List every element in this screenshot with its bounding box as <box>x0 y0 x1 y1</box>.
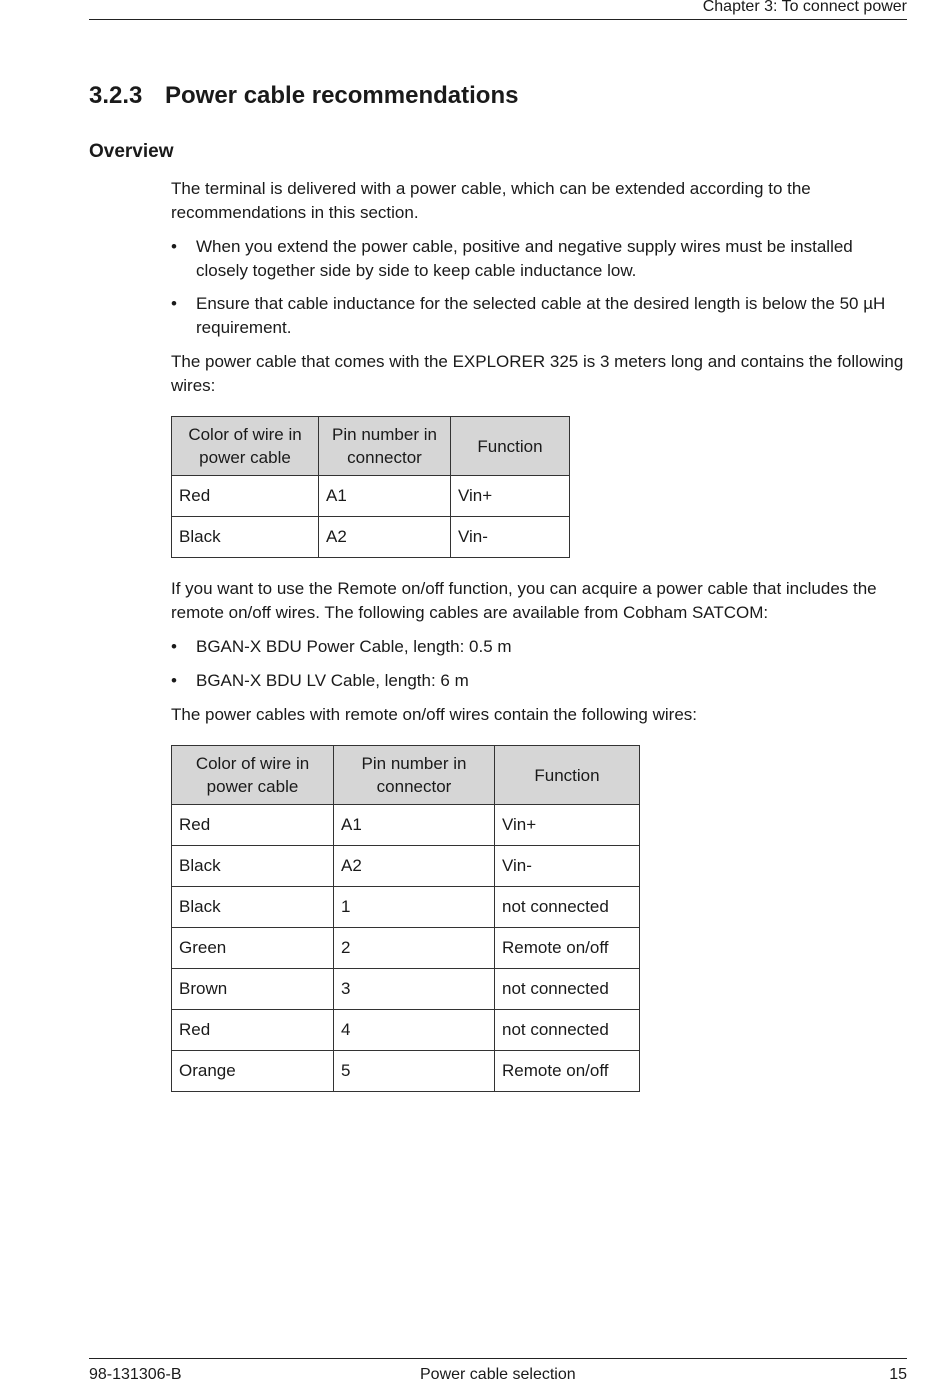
section-number: 3.2.3 <box>89 82 143 109</box>
table-cell: Red <box>172 1010 334 1051</box>
bullet-text: BGAN-X BDU Power Cable, length: 0.5 m <box>196 637 512 656</box>
table-cell: Black <box>172 846 334 887</box>
column-header: Pin number in connector <box>334 746 495 805</box>
bullet-text: When you extend the power cable, positive and negative supply wires must be installed closely together side by side to keep cable inductance low. <box>196 237 853 280</box>
table-row <box>172 1010 640 1051</box>
overview-heading: Overview <box>89 141 174 162</box>
header-rule <box>89 19 907 20</box>
table-cell: not connected <box>495 1010 640 1051</box>
remote-description: If you want to use the Remote on/off function, you can acquire a power cable that includes the remote on/off wires. The following cables are available from Cobham SATCOM: <box>171 579 877 622</box>
bullet-text: BGAN-X BDU LV Cable, length: 6 m <box>196 670 469 690</box>
bullet-icon: • <box>171 237 177 256</box>
header-chapter: Chapter 3: To connect power <box>702 0 907 15</box>
table-row <box>172 805 640 846</box>
table-header-row <box>172 417 570 476</box>
section-heading <box>89 82 518 110</box>
table-cell: 1 <box>334 887 495 928</box>
footer-doc-number: 98-131306-B <box>89 1366 182 1383</box>
table-cell: A2 <box>319 517 451 558</box>
list-item <box>171 669 909 693</box>
table-cell: Vin- <box>451 517 570 558</box>
list-item <box>171 635 909 659</box>
table-cell: Orange <box>172 1051 334 1092</box>
wires-table-remote <box>171 745 640 1092</box>
table-cell: Vin- <box>495 846 640 887</box>
column-header: Color of wire in power cable <box>172 746 334 805</box>
table-cell: A1 <box>319 476 451 517</box>
table-row <box>172 476 570 517</box>
bullet-icon: • <box>171 637 177 656</box>
table-cell: Red <box>172 805 334 846</box>
bullet-icon: • <box>171 294 177 313</box>
table-cell: Brown <box>172 969 334 1010</box>
column-header: Function <box>451 417 570 476</box>
page-number: 15 <box>889 1366 907 1383</box>
overview-bullet-list <box>171 235 909 349</box>
footer-rule <box>89 1358 907 1359</box>
remote-after-text: The power cables with remote on/off wires contain the following wires: <box>171 705 697 724</box>
table-cell: A1 <box>334 805 495 846</box>
column-header: Color of wire in power cable <box>172 417 319 476</box>
list-item <box>171 235 909 282</box>
table-cell: Black <box>172 517 319 558</box>
table-row <box>172 1051 640 1092</box>
list-item <box>171 292 909 339</box>
footer-title: Power cable selection <box>420 1366 576 1383</box>
cable-description: The power cable that comes with the EXPLORER 325 is 3 meters long and contains the following wires: <box>171 352 904 395</box>
table-cell: Vin+ <box>451 476 570 517</box>
table-cell: Green <box>172 928 334 969</box>
table-cell: 4 <box>334 1010 495 1051</box>
table-cell: not connected <box>495 969 640 1010</box>
bullet-icon: • <box>171 670 177 690</box>
table-cell: Red <box>172 476 319 517</box>
table-row <box>172 969 640 1010</box>
table-cell: A2 <box>334 846 495 887</box>
table-cell: 2 <box>334 928 495 969</box>
table-row <box>172 887 640 928</box>
table-cell: 5 <box>334 1051 495 1092</box>
column-header: Pin number in connector <box>319 417 451 476</box>
table-cell: Remote on/off <box>495 928 640 969</box>
table-cell: Vin+ <box>495 805 640 846</box>
column-header: Function <box>495 746 640 805</box>
table-cell: 3 <box>334 969 495 1010</box>
table-header-row <box>172 746 640 805</box>
table-row <box>172 517 570 558</box>
table-cell: Black <box>172 887 334 928</box>
table-row <box>172 846 640 887</box>
overview-intro: The terminal is delivered with a power cable, which can be extended according to the recommendations in this section. <box>171 179 811 222</box>
table-cell: not connected <box>495 887 640 928</box>
wires-table-standard <box>171 416 570 558</box>
remote-bullet-list <box>171 635 909 702</box>
section-title: Power cable recommendations <box>165 82 519 109</box>
table-cell: Remote on/off <box>495 1051 640 1092</box>
table-row <box>172 928 640 969</box>
bullet-text: Ensure that cable inductance for the selected cable at the desired length is below the 50 µH requirement. <box>196 294 886 337</box>
